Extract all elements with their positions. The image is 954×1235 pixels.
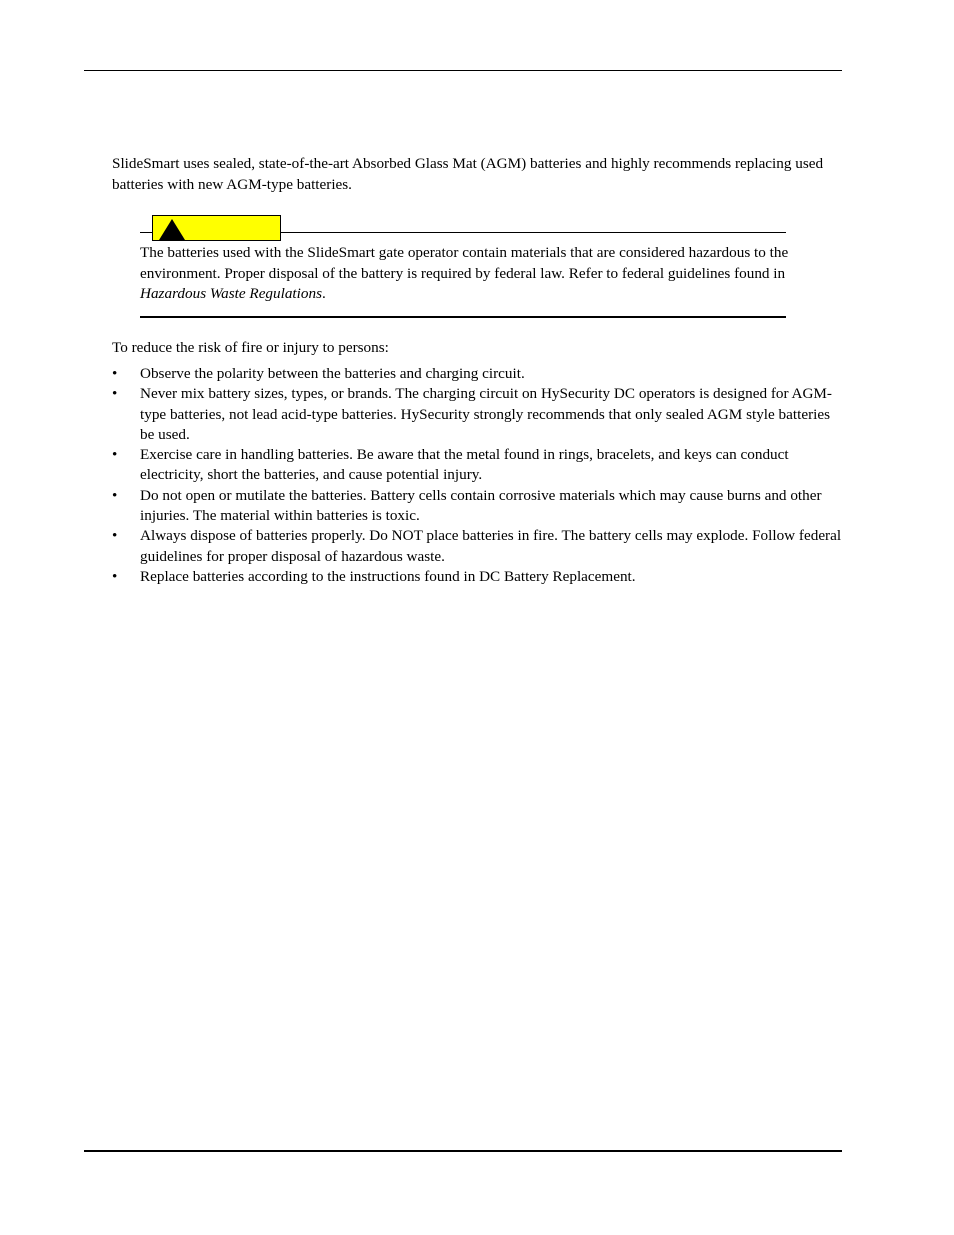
footer-rule — [84, 1150, 842, 1152]
bullet-icon: • — [112, 365, 118, 382]
warning-text-end: . — [321, 285, 326, 302]
list-item — [112, 445, 842, 486]
bullet-icon: • — [112, 446, 118, 464]
warning-text-italic: Hazardous Waste Regulations — [140, 285, 322, 302]
list-item-text: Exercise care in handling batteries. Be aware that the metal found in rings, bracelets, and keys can conduct electricity, short the batteries, and cause potential injury. — [140, 446, 789, 484]
warning-badge — [152, 215, 281, 241]
list-item — [112, 486, 842, 527]
bullet-icon: • — [112, 567, 118, 585]
warning-text — [140, 243, 790, 305]
safety-bullet-list — [112, 364, 842, 587]
list-item-text: Observe the polarity between the batteries and charging circuit. — [140, 365, 525, 382]
bullet-icon: • — [112, 385, 118, 403]
list-item — [112, 364, 842, 384]
list-item — [112, 384, 842, 445]
intro-paragraph: SlideSmart uses sealed, state-of-the-art Absorbed Glass Mat (AGM) batteries and highly recommends replacing used batteries with new AGM-type batteries. — [112, 155, 824, 193]
list-item-text: Always dispose of batteries properly. Do NOT place batteries in fire. The battery cells may explode. Follow federal guidelines for proper disposal of hazardous waste. — [140, 527, 842, 565]
list-item-text: Do not open or mutilate the batteries. Battery cells contain corrosive materials which may cause burns and other injuries. The material within batteries is toxic. — [140, 486, 822, 525]
list-item-text: Never mix battery sizes, types, or brands. The charging circuit on HySecurity DC operators is designed for AGM-type batteries, not lead acid-type batteries. HySecurity strongly recommends that only sealed AGM style batteries be used. — [140, 385, 832, 443]
lead-paragraph: To reduce the risk of fire or injury to persons: — [112, 339, 389, 356]
warning-bottom-rule — [140, 316, 786, 318]
bullet-icon: • — [112, 527, 118, 545]
list-item — [112, 567, 842, 587]
header-rule — [84, 70, 842, 71]
list-item-text: Replace batteries according to the instructions found in DC Battery Replacement. — [140, 567, 636, 585]
warning-triangle-icon — [159, 219, 185, 240]
warning-text-main: The batteries used with the SlideSmart gate operator contain materials that are considered hazardous to the environment. Proper disposal of the battery is required by federal law. Refer to federal guidelines found in — [140, 244, 789, 282]
bullet-icon: • — [112, 486, 118, 504]
list-item — [112, 526, 842, 567]
